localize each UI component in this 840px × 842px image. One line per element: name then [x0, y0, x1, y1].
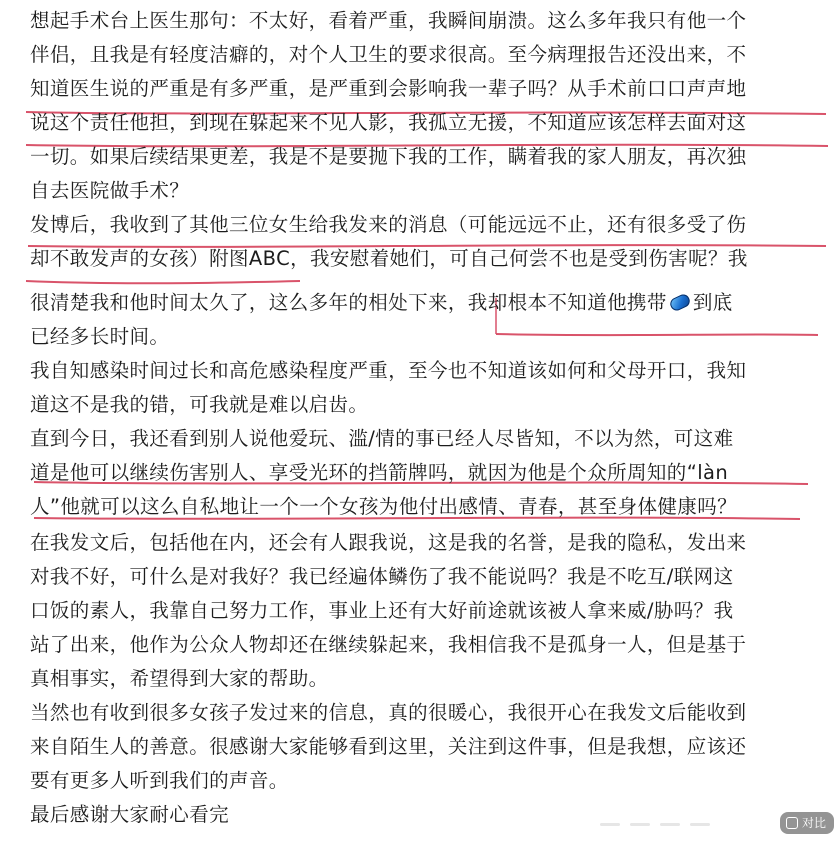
text-line: 自去医院做手术？ [30, 179, 190, 202]
text-line: 要有更多人听到我们的声音。 [30, 769, 289, 792]
text-line: 真相事实，希望得到大家的帮助。 [30, 667, 329, 690]
text-line: 最后感谢大家耐心看完 [30, 803, 230, 826]
text-line: 道是他可以继续伤害别人、享受光环的挡箭牌吗，就因为他是个众所周知的“làn [30, 461, 729, 484]
text-line [30, 286, 733, 320]
text-line: 当然也有收到很多女孩子发过来的信息，真的很暖心，我很开心在我发文后能收到 [30, 701, 747, 724]
compare-icon [786, 817, 798, 829]
text-line: 一切。如果后续结果更差，我是不是要抛下我的工作，瞒着我的家人朋友，再次独 [30, 145, 747, 168]
underline-mark [26, 281, 300, 283]
text-line: 道这不是我的错，可我就是难以启齿。 [30, 393, 369, 416]
text-line: 想起手术台上医生那句：不太好，看着严重，我瞬间崩溃。这么多年我只有他一个 [30, 9, 747, 32]
text-line: 我自知感染时间过长和高危感染程度严重，至今也不知道该如何和父母开口，我知 [30, 359, 747, 382]
compare-label: 对比 [801, 816, 826, 830]
text-line: 发博后，我收到了其他三位女生给我发来的消息（可能远远不止，还有很多受了伤 [30, 213, 747, 236]
compare-badge[interactable] [780, 812, 834, 834]
scan-artifact [690, 823, 710, 826]
text-line: 直到今日，我还看到别人说他爱玩、滥/情的事已经人尽皆知，不以为然，可这难 [30, 427, 734, 450]
text-line: 口饭的素人，我靠自己努力工作，事业上还有大好前途就该被人拿来威/胁吗？我 [30, 599, 734, 622]
text-line: 知道医生说的严重是有多严重，是严重到会影响我一辈子吗？从手术前口口声声地 [30, 77, 747, 100]
text-line: 说这个责任他担，到现在躲起来不见人影，我孤立无援，不知道应该怎样去面对这 [30, 111, 747, 134]
text-line: 已经多长时间。 [30, 325, 170, 348]
text-line: 伴侣，且我是有轻度洁癖的，对个人卫生的要求很高。至今病理报告还没出来，不 [30, 43, 747, 66]
scan-artifact [630, 823, 650, 826]
text-segment: 到底 [692, 291, 733, 314]
text-line: 在我发文后，包括他在内，还会有人跟我说，这是我的名誉，是我的隐私，发出来 [30, 531, 747, 554]
scan-artifact [660, 823, 680, 826]
text-line: 人”他就可以这么自私地让一个一个女孩为他付出感情、青春，甚至身体健康吗？ [30, 495, 738, 518]
underline-mark [496, 334, 818, 335]
text-line: 对我不好，可什么是对我好？我已经遍体鳞伤了我不能说吗？我是不吃互/联网这 [30, 565, 734, 588]
text-line: 来自陌生人的善意。很感谢大家能够看到这里，关注到这件事，但是我想，应该还 [30, 735, 747, 758]
capsule-icon [668, 292, 692, 312]
text-segment: 很清楚我和他时间太久了，这么多年的相处下来，我却根本不知道他携带 [30, 291, 667, 314]
text-line: 却不敢发声的女孩）附图ABC，我安慰着她们，可自己何尝不也是受到伤害呢？我 [30, 247, 748, 270]
scan-artifact [600, 823, 620, 826]
text-line: 站了出来，他作为公众人物却还在继续躲起来，我相信我不是孤身一人，但是基于 [30, 633, 747, 656]
